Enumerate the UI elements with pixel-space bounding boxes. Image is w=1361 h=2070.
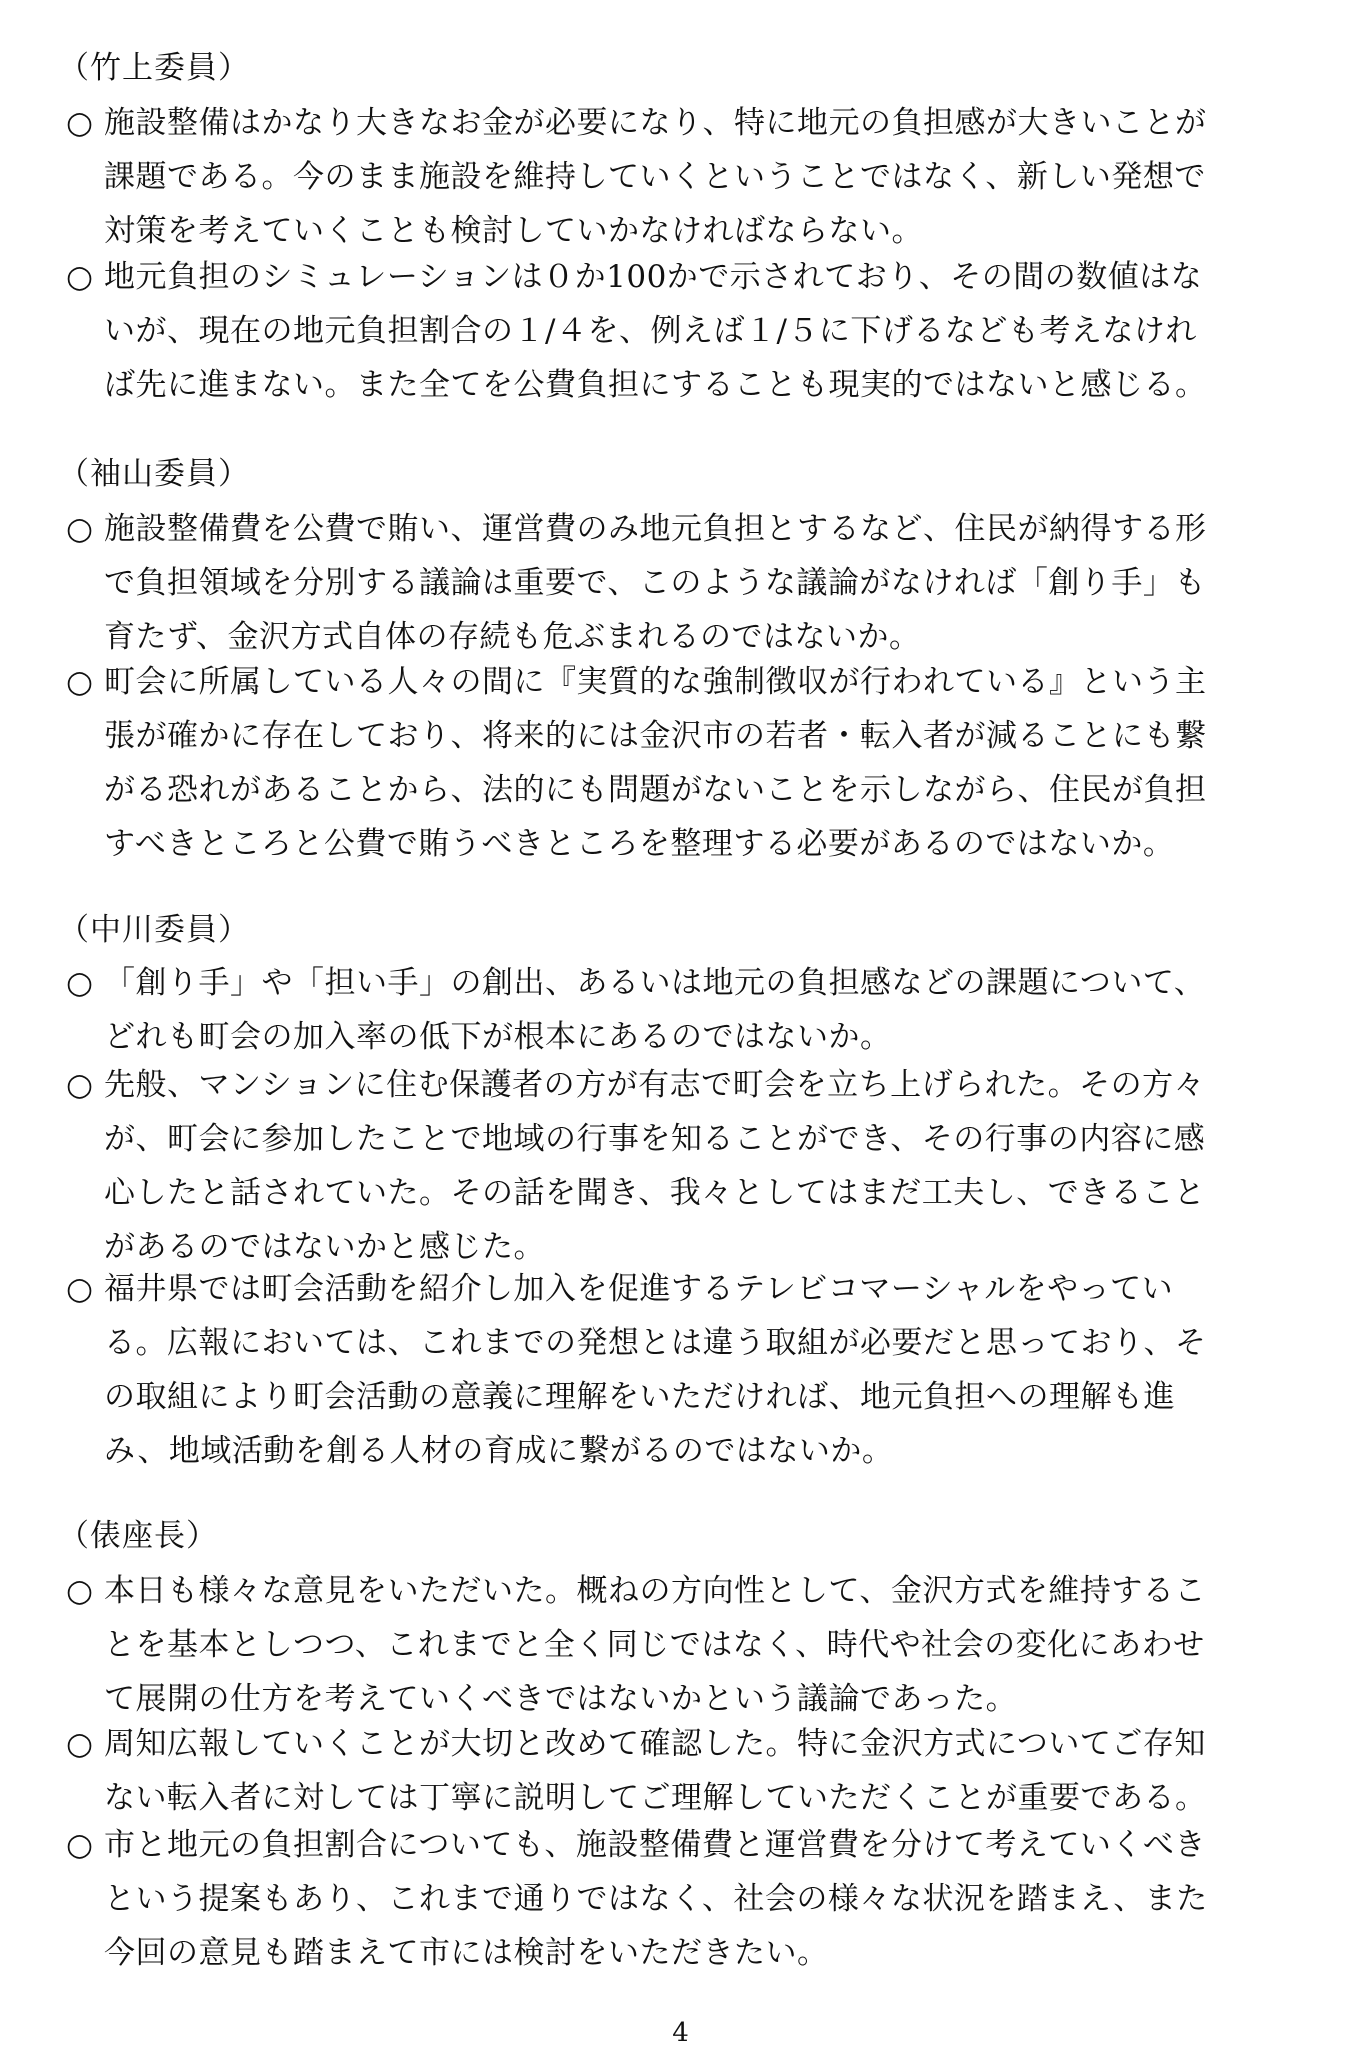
speaker-heading: （袖山委員） [58, 456, 250, 492]
text-line: が、町会に参加したことで地域の行事を知ることができ、その行事の内容に感 [104, 1121, 1206, 1157]
bullet-circle: ○ [66, 1726, 94, 1762]
text-line: 張が確かに存在しており、将来的には金沢市の若者・転入者が減ることにも繋 [104, 718, 1207, 754]
comment-item [66, 1717, 1296, 1825]
text-line: 施設整備費を公費で賄い、運営費のみ地元負担とするなど、住民が納得する形 [104, 511, 1207, 547]
text-line: があるのではないかと感じた。 [104, 1229, 545, 1265]
text-line: とを基本としつつ、これまでと全く同じではなく、時代や社会の変化にあわせ [104, 1627, 1205, 1663]
text-line: 育たず、金沢方式自体の存続も危ぶまれるのではないか。 [104, 619, 921, 655]
text-line: 心したと話されていた。その話を聞き、我々としてはまだ工夫し、できること [104, 1175, 1206, 1211]
bullet-circle: ○ [66, 1271, 94, 1307]
text-line: の取組により町会活動の意義に理解をいただければ、地元負担への理解も進 [104, 1379, 1175, 1415]
text-line: 地元負担のシミュレーションは０か100かで示されており、その間の数値はな [104, 259, 1203, 295]
text-line: 施設整備はかなり大きなお金が必要になり、特に地元の負担感が大きいことが [104, 105, 1207, 141]
bullet-circle: ○ [66, 105, 94, 141]
bullet-circle: ○ [66, 1827, 94, 1863]
page-number: 4 [672, 2018, 689, 2048]
comment-item [66, 1818, 1296, 1980]
bullet-circle: ○ [66, 1573, 94, 1609]
comment-item [66, 956, 1296, 1064]
comment-item [66, 250, 1296, 412]
comment-item [66, 655, 1296, 871]
bullet-circle: ○ [66, 664, 94, 700]
speaker-heading: （俵座長） [58, 1518, 218, 1554]
text-line: 今回の意見も踏まえて市には検討をいただきたい。 [104, 1935, 829, 1971]
text-line: 市と地元の負担割合についても、施設整備費と運営費を分けて考えていくべき [104, 1827, 1206, 1863]
text-line: て展開の仕方を考えていくべきではないかという議論であった。 [104, 1681, 1018, 1717]
text-line: すべきところと公費で賄うべきところを整理する必要があるのではないか。 [104, 826, 1175, 862]
text-line: 対策を考えていくことも検討していかなければならない。 [104, 213, 923, 249]
text-line: 町会に所属している人々の間に『実質的な強制徴収が行われている』という主 [104, 664, 1207, 700]
comment-item [66, 502, 1296, 664]
text-line: で負担領域を分別する議論は重要で、このような議論がなければ「創り手」も [104, 565, 1206, 601]
text-line: 「創り手」や「担い手」の創出、あるいは地元の負担感などの課題について、 [104, 965, 1206, 1001]
text-line: いが、現在の地元負担割合の１/４を、例えば１/５に下げるなども考えなけれ [104, 313, 1197, 349]
text-line: 課題である。今のまま施設を維持していくということではなく、新しい発想で [104, 159, 1206, 195]
comment-item [66, 1058, 1296, 1274]
bullet-circle: ○ [66, 259, 94, 295]
text-line: 本日も様々な意見をいただいた。概ねの方向性として、金沢方式を維持するこ [104, 1573, 1206, 1609]
text-line: み、地域活動を創る人材の育成に繋がるのではないか。 [104, 1433, 894, 1469]
text-line: ば先に進まない。また全てを公費負担にすることも現実的ではないと感じる。 [104, 367, 1207, 403]
speaker-heading: （中川委員） [58, 912, 250, 948]
bullet-circle: ○ [66, 511, 94, 547]
comment-item [66, 96, 1296, 258]
text-line: ない転入者に対しては丁寧に説明してご理解していただくことが重要である。 [104, 1780, 1207, 1816]
bullet-circle: ○ [66, 1067, 94, 1103]
text-line: という提案もあり、これまで通りではなく、社会の様々な状況を踏まえ、また [104, 1881, 1208, 1917]
text-line: 福井県では町会活動を紹介し加入を促進するテレビコマーシャルをやってい [104, 1271, 1174, 1307]
bullet-circle: ○ [66, 965, 94, 1001]
text-line: る。広報においては、これまでの発想とは違う取組が必要だと思っており、そ [104, 1325, 1207, 1361]
text-line: 先般、マンションに住む保護者の方が有志で町会を立ち上げられた。その方々 [104, 1067, 1206, 1103]
speaker-heading: （竹上委員） [58, 50, 250, 86]
comment-item [66, 1564, 1296, 1726]
text-line: どれも町会の加入率の低下が根本にあるのではないか。 [104, 1019, 892, 1055]
comment-item [66, 1262, 1296, 1478]
text-line: 周知広報していくことが大切と改めて確認した。特に金沢方式についてご存知 [104, 1726, 1206, 1762]
text-line: がる恐れがあることから、法的にも問題がないことを示しながら、住民が負担 [104, 772, 1207, 808]
